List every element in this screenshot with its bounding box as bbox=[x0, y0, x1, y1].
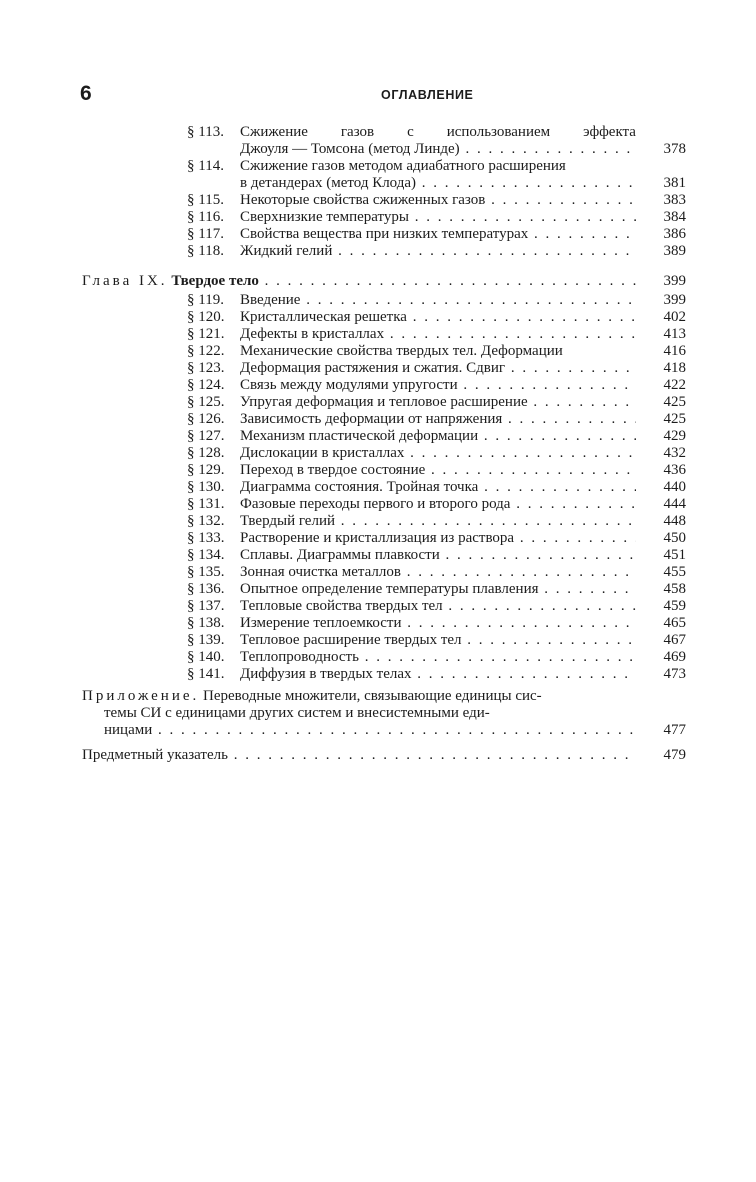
toc-entry-128 bbox=[0, 445, 756, 462]
toc-entry-133 bbox=[0, 530, 756, 547]
section-title: Диффузия в твердых телах . . . bbox=[240, 666, 636, 683]
section-title: Введение . . . bbox=[240, 292, 636, 309]
section-number: § 118. bbox=[187, 243, 224, 259]
appendix-line-1 bbox=[82, 688, 642, 705]
section-title: Теплопроводность . . . bbox=[240, 649, 636, 666]
page-ref: 469 bbox=[663, 649, 686, 665]
toc-entry-126 bbox=[0, 411, 756, 428]
page-number: 6 bbox=[80, 82, 92, 105]
toc-entry-134 bbox=[0, 547, 756, 564]
toc-entry-139 bbox=[0, 632, 756, 649]
section-title: Жидкий гелий . . . bbox=[240, 243, 636, 260]
toc-entry-141 bbox=[0, 666, 756, 683]
section-number: § 123. bbox=[187, 360, 225, 376]
page-ref: 399 bbox=[663, 273, 686, 289]
section-title: Сжижение газов с использованием эффекта bbox=[240, 124, 636, 140]
section-number: § 125. bbox=[187, 394, 225, 410]
section-title: Растворение и кристаллизация из раствора . . . bbox=[240, 530, 636, 547]
page-ref: 399 bbox=[663, 292, 686, 308]
page-ref: 473 bbox=[663, 666, 686, 682]
page-ref: 458 bbox=[663, 581, 686, 597]
page-ref: 465 bbox=[663, 615, 686, 631]
section-title: Фазовые переходы первого и второго рода . . . bbox=[240, 496, 636, 513]
section-number: § 141. bbox=[187, 666, 225, 682]
toc-entry-114 bbox=[0, 158, 756, 175]
section-number: § 124. bbox=[187, 377, 225, 393]
section-title: Твердый гелий . . . bbox=[240, 513, 636, 530]
toc-entry-127 bbox=[0, 428, 756, 445]
toc-entry-138 bbox=[0, 615, 756, 632]
section-title: Кристаллическая решетка . . . bbox=[240, 309, 636, 326]
appendix-text-3: ницами . . . bbox=[104, 722, 636, 739]
section-title: Механизм пластической деформации . . . bbox=[240, 428, 636, 445]
toc-entry-130 bbox=[0, 479, 756, 496]
section-title: Упругая деформация и тепловое расширение . . . bbox=[240, 394, 636, 411]
appendix-label: Приложение. bbox=[82, 688, 200, 704]
section-title: Сверхнизкие температуры . . . bbox=[240, 209, 636, 226]
appendix-line-3 bbox=[0, 722, 756, 739]
section-number: § 114. bbox=[187, 158, 224, 174]
toc-entry-116 bbox=[0, 209, 756, 226]
page-ref: 479 bbox=[663, 747, 686, 763]
chapter-heading bbox=[82, 273, 636, 290]
section-number: § 126. bbox=[187, 411, 225, 427]
page-ref: 378 bbox=[663, 141, 686, 157]
toc-entry-118 bbox=[0, 243, 756, 260]
toc-entry-115 bbox=[0, 192, 756, 209]
page-ref: 402 bbox=[663, 309, 686, 325]
appendix-text-1: Переводные множители, связывающие единицы сис- bbox=[203, 688, 542, 704]
section-number: § 120. bbox=[187, 309, 225, 325]
section-title: Тепловые свойства твердых тел . . . bbox=[240, 598, 636, 615]
page-ref: 384 bbox=[663, 209, 686, 225]
section-title: Зависимость деформации от напряжения . . . bbox=[240, 411, 636, 428]
page-ref: 418 bbox=[663, 360, 686, 376]
section-number: § 134. bbox=[187, 547, 225, 563]
toc-entry-140 bbox=[0, 649, 756, 666]
toc-entry-113 bbox=[0, 124, 756, 141]
section-number: § 137. bbox=[187, 598, 225, 614]
section-title: Измерение теплоемкости . . . bbox=[240, 615, 636, 632]
page-ref: 422 bbox=[663, 377, 686, 393]
toc-entry-136 bbox=[0, 581, 756, 598]
running-head: ОГЛАВЛЕНИЕ bbox=[381, 88, 474, 102]
toc-entry-117 bbox=[0, 226, 756, 243]
toc-subject-index bbox=[0, 747, 756, 764]
section-title: Свойства вещества при низких температурах . . . bbox=[240, 226, 636, 243]
section-number: § 136. bbox=[187, 581, 225, 597]
toc-entry-135 bbox=[0, 564, 756, 581]
chapter-title: Твердое тело bbox=[171, 273, 259, 289]
toc-chapter-9 bbox=[0, 273, 756, 290]
section-number: § 130. bbox=[187, 479, 225, 495]
appendix-line-2: темы СИ с единицами других систем и внесистемными еди- bbox=[104, 705, 490, 721]
page-ref: 440 bbox=[663, 479, 686, 495]
section-number: § 138. bbox=[187, 615, 225, 631]
section-title: Сжижение газов методом адиабатного расширения bbox=[240, 158, 566, 174]
section-number: § 129. bbox=[187, 462, 225, 478]
toc-entry-132 bbox=[0, 513, 756, 530]
page-ref: 425 bbox=[663, 394, 686, 410]
toc-entry-121 bbox=[0, 326, 756, 343]
section-title-continuation: Джоуля — Томсона (метод Линде) . . . bbox=[240, 141, 636, 158]
page-ref: 425 bbox=[663, 411, 686, 427]
section-title: Дефекты в кристаллах . . . bbox=[240, 326, 636, 343]
section-number: § 132. bbox=[187, 513, 225, 529]
page-ref: 413 bbox=[663, 326, 686, 342]
section-title-continuation: в детандерах (метод Клода) . . . bbox=[240, 175, 636, 192]
page-ref: 436 bbox=[663, 462, 686, 478]
section-number: § 117. bbox=[187, 226, 224, 242]
toc-entry-137 bbox=[0, 598, 756, 615]
section-number: § 133. bbox=[187, 530, 225, 546]
page-ref: 451 bbox=[663, 547, 686, 563]
section-number: § 119. bbox=[187, 292, 224, 308]
toc-entry-125 bbox=[0, 394, 756, 411]
section-title: Диаграмма состояния. Тройная точка . . . bbox=[240, 479, 636, 496]
page-ref: 467 bbox=[663, 632, 686, 648]
page-ref: 455 bbox=[663, 564, 686, 580]
page-ref: 389 bbox=[663, 243, 686, 259]
section-number: § 115. bbox=[187, 192, 224, 208]
toc-entry-113-cont bbox=[0, 141, 756, 158]
page-ref: 459 bbox=[663, 598, 686, 614]
section-number: § 113. bbox=[187, 124, 224, 140]
page-ref: 448 bbox=[663, 513, 686, 529]
page-ref: 444 bbox=[663, 496, 686, 512]
section-title: Зонная очистка металлов . . . bbox=[240, 564, 636, 581]
toc-entry-122 bbox=[0, 343, 756, 360]
section-title: Механические свойства твердых тел. Деформации bbox=[240, 343, 563, 359]
page-ref: 450 bbox=[663, 530, 686, 546]
page-ref: 477 bbox=[663, 722, 686, 738]
section-title: Дислокации в кристаллах . . . bbox=[240, 445, 636, 462]
section-number: § 121. bbox=[187, 326, 225, 342]
toc-entry-131 bbox=[0, 496, 756, 513]
page-ref: 432 bbox=[663, 445, 686, 461]
toc-entry-120 bbox=[0, 309, 756, 326]
toc-entry-123 bbox=[0, 360, 756, 377]
page-ref: 416 bbox=[663, 343, 686, 359]
toc-entry-114-cont bbox=[0, 175, 756, 192]
section-title: Некоторые свойства сжиженных газов . . . bbox=[240, 192, 636, 209]
page-ref: 383 bbox=[663, 192, 686, 208]
section-number: § 135. bbox=[187, 564, 225, 580]
toc-entry-124 bbox=[0, 377, 756, 394]
section-title: Тепловое расширение твердых тел . . . bbox=[240, 632, 636, 649]
section-title: Опытное определение температуры плавления . . . bbox=[240, 581, 636, 598]
page-ref: 429 bbox=[663, 428, 686, 444]
section-number: § 140. bbox=[187, 649, 225, 665]
section-title: Деформация растяжения и сжатия. Сдвиг . . . bbox=[240, 360, 636, 377]
section-title: Сплавы. Диаграммы плавкости . . . bbox=[240, 547, 636, 564]
toc-entry-129 bbox=[0, 462, 756, 479]
section-number: § 122. bbox=[187, 343, 225, 359]
section-title: Переход в твердое состояние . . . bbox=[240, 462, 636, 479]
page-ref: 381 bbox=[663, 175, 686, 191]
chapter-label: Глава IX. bbox=[82, 273, 168, 289]
section-number: § 127. bbox=[187, 428, 225, 444]
index-title: Предметный указатель . . . bbox=[82, 747, 636, 764]
section-number: § 116. bbox=[187, 209, 224, 225]
section-number: § 139. bbox=[187, 632, 225, 648]
page-ref: 386 bbox=[663, 226, 686, 242]
section-number: § 128. bbox=[187, 445, 225, 461]
section-title: Связь между модулями упругости . . . bbox=[240, 377, 636, 394]
section-number: § 131. bbox=[187, 496, 225, 512]
toc-entry-119 bbox=[0, 292, 756, 309]
